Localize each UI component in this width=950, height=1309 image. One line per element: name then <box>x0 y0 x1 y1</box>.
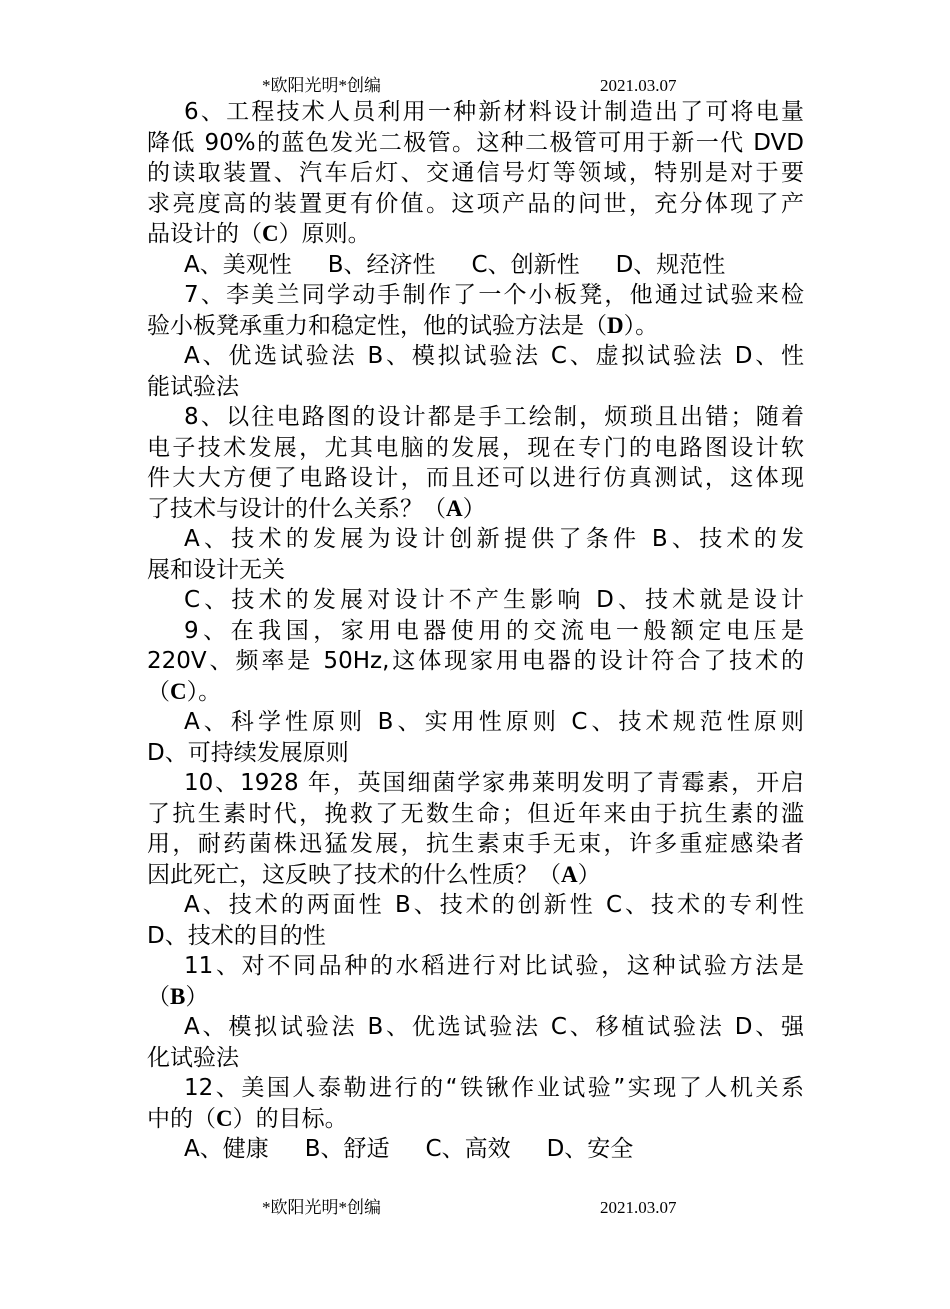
q8-line-1: 8、以往电路图的设计都是手工绘制，烦琐且出错；随着 <box>184 404 804 430</box>
q8-options-line-2: 展和设计无关 <box>147 556 285 583</box>
q10-line-1: 10、1928 年，英国细菌学家弗莱明发明了青霉素，开启 <box>184 770 804 796</box>
q9-text: （ <box>147 678 170 705</box>
q7-line-1: 7、李美兰同学动手制作了一个小板凳，他通过试验来检 <box>184 282 804 308</box>
q12-option-c: C、高效 <box>425 1136 511 1162</box>
q6-text-end: ）原则。 <box>278 221 371 247</box>
q8-text-end: ） <box>462 495 486 522</box>
q7-text-end: ）。 <box>623 312 659 339</box>
q6-options <box>147 250 804 281</box>
q10-line-3: 用，耐药菌株迅猛发展，抗生素束手无束，许多重症感染者 <box>147 831 804 857</box>
q8-line-2: 电子技术发展，尤其电脑的发展，现在专门的电路图设计软 <box>147 434 804 461</box>
q6-answer: C <box>262 221 279 246</box>
q9-options-line-1: A、科学性原则 B、实用性原则 C、技术规范性原则 <box>184 709 804 735</box>
q7-text: 验小板凳承重力和稳定性，他的试验方法是（ <box>147 312 607 339</box>
q6-text: 品设计的（ <box>147 221 262 247</box>
q9-options-line-2: D、可持续发展原则 <box>147 739 349 766</box>
q10-text: 因此死亡，这反映了技术的什么性质？（ <box>147 861 561 888</box>
q12-option-b: B、舒适 <box>304 1136 390 1162</box>
q11-text: （ <box>147 983 170 1010</box>
q6-line-5 <box>147 219 804 250</box>
q11-line-2 <box>147 982 804 1013</box>
page-footer <box>262 1196 702 1220</box>
q8-answer: A <box>446 495 463 521</box>
q6-line-3: 的读取装置、汽车后灯、交通信号灯等领域，特别是对于要 <box>147 160 804 186</box>
q10-options-line-2: D、技术的目的性 <box>147 922 326 949</box>
q10-answer: A <box>561 861 578 887</box>
q11-options-line-1: A、模拟试验法 B、优选试验法 C、移植试验法 D、强 <box>184 1014 804 1040</box>
footer-author: *欧阳光明*创编 <box>262 1198 381 1217</box>
q6-line-2: 降低 90%的蓝色发光二极管。这种二极管可用于新一代 DVD <box>147 129 804 156</box>
q12-text: 中的（ <box>147 1105 216 1132</box>
q8-options-line-3: C、技术的发展对设计不产生影响 D、技术就是设计 <box>184 587 804 613</box>
q9-line-1: 9、在我国，家用电器使用的交流电一般额定电压是 <box>184 617 804 644</box>
q12-line-2 <box>147 1104 804 1135</box>
q12-answer: C <box>216 1105 233 1131</box>
q12-options <box>147 1134 804 1165</box>
header-date: 2021.03.07 <box>600 76 677 95</box>
q12-line-1: 12、美国人泰勒进行的“铁锹作业试验”实现了人机关系 <box>184 1075 804 1101</box>
q8-options-line-1: A、技术的发展为设计创新提供了条件 B、技术的发 <box>184 526 804 552</box>
q11-line-1: 11、对不同品种的水稻进行对比试验，这种试验方法是 <box>184 953 804 979</box>
question-list <box>147 97 804 1165</box>
q6-option-a: A、美观性 <box>184 251 292 278</box>
q7-answer: D <box>607 312 624 338</box>
q12-option-a: A、健康 <box>184 1136 269 1162</box>
q8-line-3: 件大大方便了电路设计，而且还可以进行仿真测试，这体现 <box>147 465 804 491</box>
q6-option-d: D、规范性 <box>615 251 726 278</box>
q7-line-2 <box>147 311 804 342</box>
q8-line-4 <box>147 494 804 525</box>
q12-text-end: ）的目标。 <box>232 1105 348 1132</box>
q7-options-line-2: 能试验法 <box>147 373 239 400</box>
q11-answer: B <box>170 983 186 1009</box>
q9-text-end: ）。 <box>186 678 222 705</box>
q10-options-line-1: A、技术的两面性 B、技术的创新性 C、技术的专利性 <box>184 892 804 918</box>
page-header <box>262 74 702 98</box>
q6-line-1: 6、工程技术人员利用一种新材料设计制造出了可将电量 <box>184 99 804 125</box>
q9-line-2: 220V、频率是 50Hz,这体现家用电器的设计符合了技术的 <box>147 648 804 674</box>
q7-options-line-1: A、优选试验法 B、模拟试验法 C、虚拟试验法 D、性 <box>184 343 804 369</box>
q11-text-end: ） <box>185 983 209 1010</box>
header-author: *欧阳光明*创编 <box>262 76 381 95</box>
q10-line-4 <box>147 860 804 891</box>
q11-options-line-2: 化试验法 <box>147 1044 239 1071</box>
q9-answer: C <box>170 678 187 704</box>
q6-line-4: 求亮度高的装置更有价值。这项产品的问世，充分体现了产 <box>147 190 804 217</box>
q10-text-end: ） <box>577 861 601 888</box>
q10-line-2: 了抗生素时代，挽救了无数生命；但近年来由于抗生素的滥 <box>147 800 804 827</box>
q6-option-b: B、经济性 <box>327 251 436 278</box>
q6-option-c: C、创新性 <box>471 251 580 278</box>
q8-text: 了技术与设计的什么关系？（ <box>147 495 446 522</box>
q12-option-d: D、安全 <box>546 1136 634 1162</box>
footer-date: 2021.03.07 <box>600 1198 677 1217</box>
q9-line-3 <box>147 677 804 708</box>
